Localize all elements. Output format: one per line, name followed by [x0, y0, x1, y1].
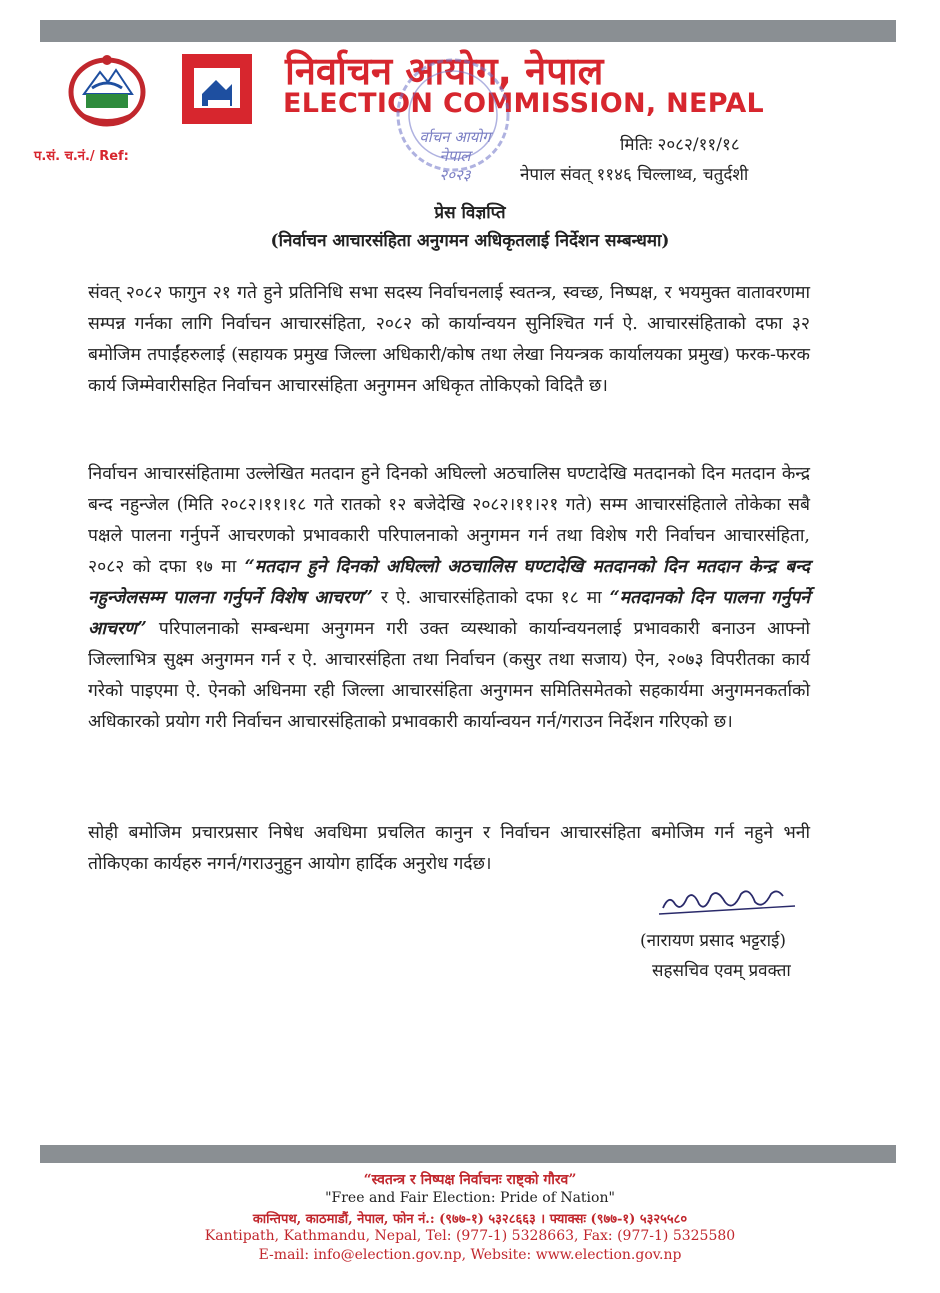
- nepal-emblem-icon: [62, 48, 152, 128]
- footer-contact: E-mail: info@election.gov.np, Website: www.election.gov.np: [258, 1247, 682, 1263]
- footer-address-nepali: कान्तिपथ, काठमाडौं, नेपाल, फोन नं.: (९७७-१) ५३२८६६३ । फ्याक्सः (९७७-१) ५३२५५८०: [252, 1212, 688, 1227]
- election-commission-logo-icon: [182, 54, 252, 124]
- paragraph-2-part2: र ऐ. आचारसंहिताको दफा १८ मा: [380, 588, 602, 608]
- footer-slogan-english: "Free and Fair Election: Pride of Nation": [325, 1190, 615, 1206]
- paragraph-2: [88, 459, 810, 738]
- signer-name: (नारायण प्रसाद भट्टराई): [640, 931, 786, 951]
- paragraph-1: संवत् २०८२ फागुन २१ गते हुने प्रतिनिधि सभा सदस्य निर्वाचनलाई स्वतन्त्र, स्वच्छ, निष्पक्ष, र भयमुक्त वातावरणमा सम्पन्न गर्नका लागि निर्वाचन आचारसंहिता, २०८२ को कार्यान्वयन सुनिश्चित गर्न ऐ. आचारसंहिताको दफा ३२ बमोजिम तपाईंहरुलाई (सहायक प्रमुख जिल्ला अधिकारी/कोष तथा लेखा नियन्त्रक कार्यालयका प्रमुख) फरक-फरक कार्य जिम्मेवारीसहित निर्वाचन आचारसंहिता अनुगमन अधिकृत तोकिएको विदितै छ।: [88, 283, 810, 396]
- footer-bar: [40, 1145, 896, 1163]
- press-release-subject: (निर्वाचन आचारसंहिता अनुगमन अधिकृतलाई निर्देशन सम्बन्धमा): [270, 231, 670, 251]
- paragraph-2-quote1: “मतदान हुने दिनको अघिल्लो अठचालिस घण्टादेखि मतदानको दिन मतदान केन्द्र बन्द नहुन्जेलसम्म पालना गर्नुपर्ने विशेष आचरण”: [88, 557, 810, 608]
- date-line: मितिः २०८२/११/१८: [620, 135, 740, 155]
- nepal-samvat-date: नेपाल संवत् ११४६ चिल्लाथ्व, चतुर्दशी: [520, 165, 749, 185]
- header-bar: [40, 20, 896, 42]
- seal-text-line3: २०२३: [439, 166, 471, 184]
- handwritten-signature-icon: [655, 882, 805, 922]
- reference-label: प.सं. च.नं./ Ref:: [34, 149, 129, 164]
- seal-text-line2: नेपाल: [439, 147, 471, 165]
- footer-address-english: Kantipath, Kathmandu, Nepal, Tel: (977-1) 5328663, Fax: (977-1) 5325580: [204, 1228, 736, 1244]
- commission-title-nepali: निर्वाचन आयोग, नेपाल: [285, 49, 604, 93]
- paragraph-2-quote2: “मतदानको दिन पालना गर्नुपर्ने आचरण”: [88, 588, 810, 639]
- seal-text: [400, 128, 510, 185]
- footer-slogan-nepali: “स्वतन्त्र र निष्पक्ष निर्वाचनः राष्ट्को गौरव”: [363, 1172, 577, 1188]
- paragraph-2-part3: परिपालनाको सम्बन्धमा अनुगमन गरी उक्त व्यस्थाको कार्यान्वयनलाई प्रभावकारी बनाउन आफ्नो जिल्लाभित्र सुक्ष्म अनुगमन गर्न र ऐ. आचारसंहिता तथा निर्वाचन (कसुर तथा सजाय) ऐन, २०७३ विपरीतका कार्य गरेको पाइएमा ऐ. ऐनको अधिनमा रही जिल्ला आचारसंहिता अनुगमन समितिसमेतको सहकार्यमा अनुगमनकर्ताको अधिकारको प्रयोग गरी निर्वाचन आचारसंहिताको प्रभावकारी कार्यान्वयन गर्न/गराउन निर्देशन गरिएको छ।: [88, 619, 810, 732]
- signer-title: सहसचिव एवम् प्रवक्ता: [652, 961, 791, 981]
- press-release-heading: प्रेस विज्ञप्ति: [434, 203, 506, 223]
- commission-title-english: ELECTION COMMISSION, NEPAL: [283, 88, 765, 119]
- paragraph-3: सोही बमोजिम प्रचारप्रसार निषेध अवधिमा प्रचलित कानुन र निर्वाचन आचारसंहिता बमोजिम गर्न नहुने भनी तोकिएका कार्यहरु नगर्न/गराउनुहुन आयोग हार्दिक अनुरोध गर्दछ।: [88, 823, 810, 874]
- seal-text-line1: र्वाचन आयोग: [419, 128, 491, 146]
- paragraph-2-part1: निर्वाचन आचारसंहितामा उल्लेखित मतदान हुने दिनको अघिल्लो अठचालिस घण्टादेखि मतदानको दिन मतदान केन्द्र बन्द नहुन्जेल (मिति २०८२।११।१८ गते रातको १२ बजेदेखि २०८२।११।२१ गते) सम्म आचारसंहिताले तोकेका सबै पक्षले पालना गर्नुपर्ने आचरणको प्रभावकारी परिपालनाको अनुगमन गर्न तथा विशेष गरी निर्वाचन आचारसंहिता, २०८२ को दफा १७ मा: [88, 464, 810, 577]
